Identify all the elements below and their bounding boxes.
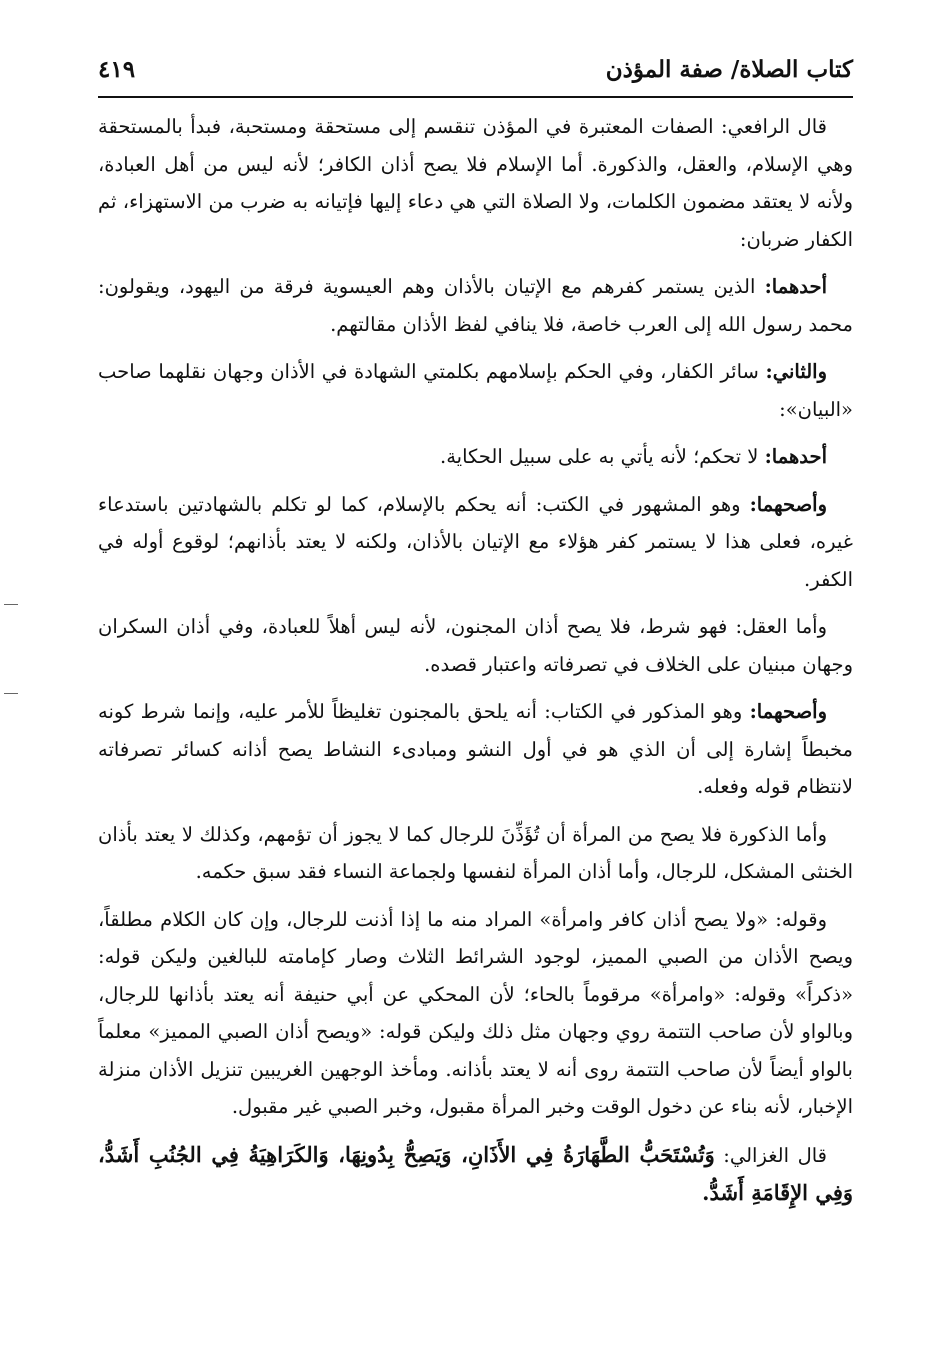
page-number: ٤١٩ bbox=[98, 56, 136, 83]
paragraph-lead: قال الغزالي: bbox=[723, 1143, 827, 1167]
paragraph bbox=[98, 693, 853, 806]
paragraph-text: الذين يستمر كفرهم مع الإتيان بالأذان وهم العيسوية فرقة من اليهود، ويقولون: محمد رسول الله إلى العرب خاصة، فلا ينافي لفظ الأذان مقالتهم. bbox=[98, 275, 853, 336]
paragraph bbox=[98, 268, 853, 343]
paragraph bbox=[98, 901, 853, 1126]
margin-mark bbox=[4, 604, 18, 605]
page-header bbox=[98, 52, 853, 98]
paragraph bbox=[98, 816, 853, 891]
paragraph bbox=[98, 353, 853, 428]
running-head: كتاب الصلاة/ صفة المؤذن bbox=[605, 56, 853, 83]
paragraph-text: وأما العقل: فهو شرط، فلا يصح أذان المجنون، لأنه ليس أهلاً للعبادة، وفي أذان السكران وجهان مبنيان على الخلاف في تصرفاته واعتبار قصده. bbox=[98, 615, 853, 676]
paragraph-text: وهو المذكور في الكتاب: أنه يلحق بالمجنون تغليظاً للأمر عليه، وإنما شرط كونه مخبطاً إشارة إلى أن الذي هو في أول النشو ومبادىء النشاط يصح أذانه كسائر تصرفاته لانتظام قوله وفعله. bbox=[98, 700, 853, 798]
paragraph-text: لا تحكم؛ لأنه يأتي به على سبيل الحكاية. bbox=[440, 445, 759, 468]
paragraph-lead: أحدهما: bbox=[764, 275, 827, 298]
paragraph-text: وقوله: «ولا يصح أذان كافر وامرأة» المراد منه ما إذا أذنت للرجال، وإن كان الكلام مطلقاً، ويصح الأذان من الصبي المميز، لوجود الشرائط الثلاث وصار كإمامته للبالغين وليكن قوله: «ذكراً» وقوله: «وامرأة» مرقوماً بالحاء؛ لأن المحكي عن أبي حنيفة أنه يعتد بأذانها للرجال، وبالواو لأن صاحب التتمة روي وجهان مثل ذلك وليكن قوله: «ويصح أذان الصبي المميز» معلماً بالواو أيضاً لأن صاحب التتمة روى أنه لا يعتد بأذانه. ومأخذ الوجهين الغريبين تنزيل الأذان منزلة الإخبار، لأنه بناء عن دخول الوقت وخبر المرأة مقبول، وخبر الصبي غير مقبول. bbox=[98, 907, 853, 1118]
paragraph-text: وهو المشهور في الكتب: أنه يحكم بالإسلام، كما لو تكلم بالشهادتين باستدعاء غيره، فعلى هذا لا يستمر كفر هؤلاء مع الإتيان بالأذان، ولكنه لا يعتد بأذانهم؛ لوقوع أوله في الكفر. bbox=[98, 492, 853, 591]
paragraph-lead: أحدهما: bbox=[764, 445, 827, 468]
paragraph-text: وأما الذكورة فلا يصح من المرأة أن تُؤَذِّنَ للرجال كما لا يجوز أن تؤمهم، وكذلك لا يعتد بأذان الخنثى المشكل، للرجال، وأما أذان المرأة لنفسها ولجماعة النساء فقد سبق حكمه. bbox=[98, 822, 853, 883]
paragraph bbox=[98, 1136, 853, 1213]
paragraph bbox=[98, 438, 853, 476]
paragraph-lead: وأصحهما: bbox=[749, 492, 827, 516]
margin-mark bbox=[4, 693, 18, 694]
paragraph-text: سائر الكفار، وفي الحكم بإسلامهم بكلمتي الشهادة في الأذان وجهان نقلهما صاحب «البيان»: bbox=[98, 360, 853, 421]
paragraph-lead: وأصحهما: bbox=[749, 700, 827, 723]
paragraph bbox=[98, 108, 853, 258]
paragraph-text: قال الرافعي: الصفات المعتبرة في المؤذن تنقسم إلى مستحقة ومستحبة، فبدأ بالمستحقة وهي الإسلام، والعقل، والذكورة. أما الإسلام فلا يصح أذان الكافر؛ لأنه ليس من أهل العبادة، ولأنه لا يعتقد مضمون الكلمات، ولا الصلاة التي هي دعاء إليها فإتيانه به ضرب من الاستهزاء، ثم الكفار ضربان: bbox=[98, 115, 853, 251]
paragraph bbox=[98, 608, 853, 683]
ghazali-quote: وَتُسْتَحَبُّ الطَّهَارَةُ فِي الأَذَانِ، وَيَصِحُّ بِدُونِهَا، وَالكَرَاهِيَةُ فِي الجُنُبِ أَشَدُّ، وَفِي الإِقَامَةِ أَشَدُّ. bbox=[98, 1141, 853, 1205]
paragraph bbox=[98, 486, 853, 599]
paragraph-lead: والثاني: bbox=[765, 360, 827, 383]
body-text bbox=[98, 108, 853, 1223]
